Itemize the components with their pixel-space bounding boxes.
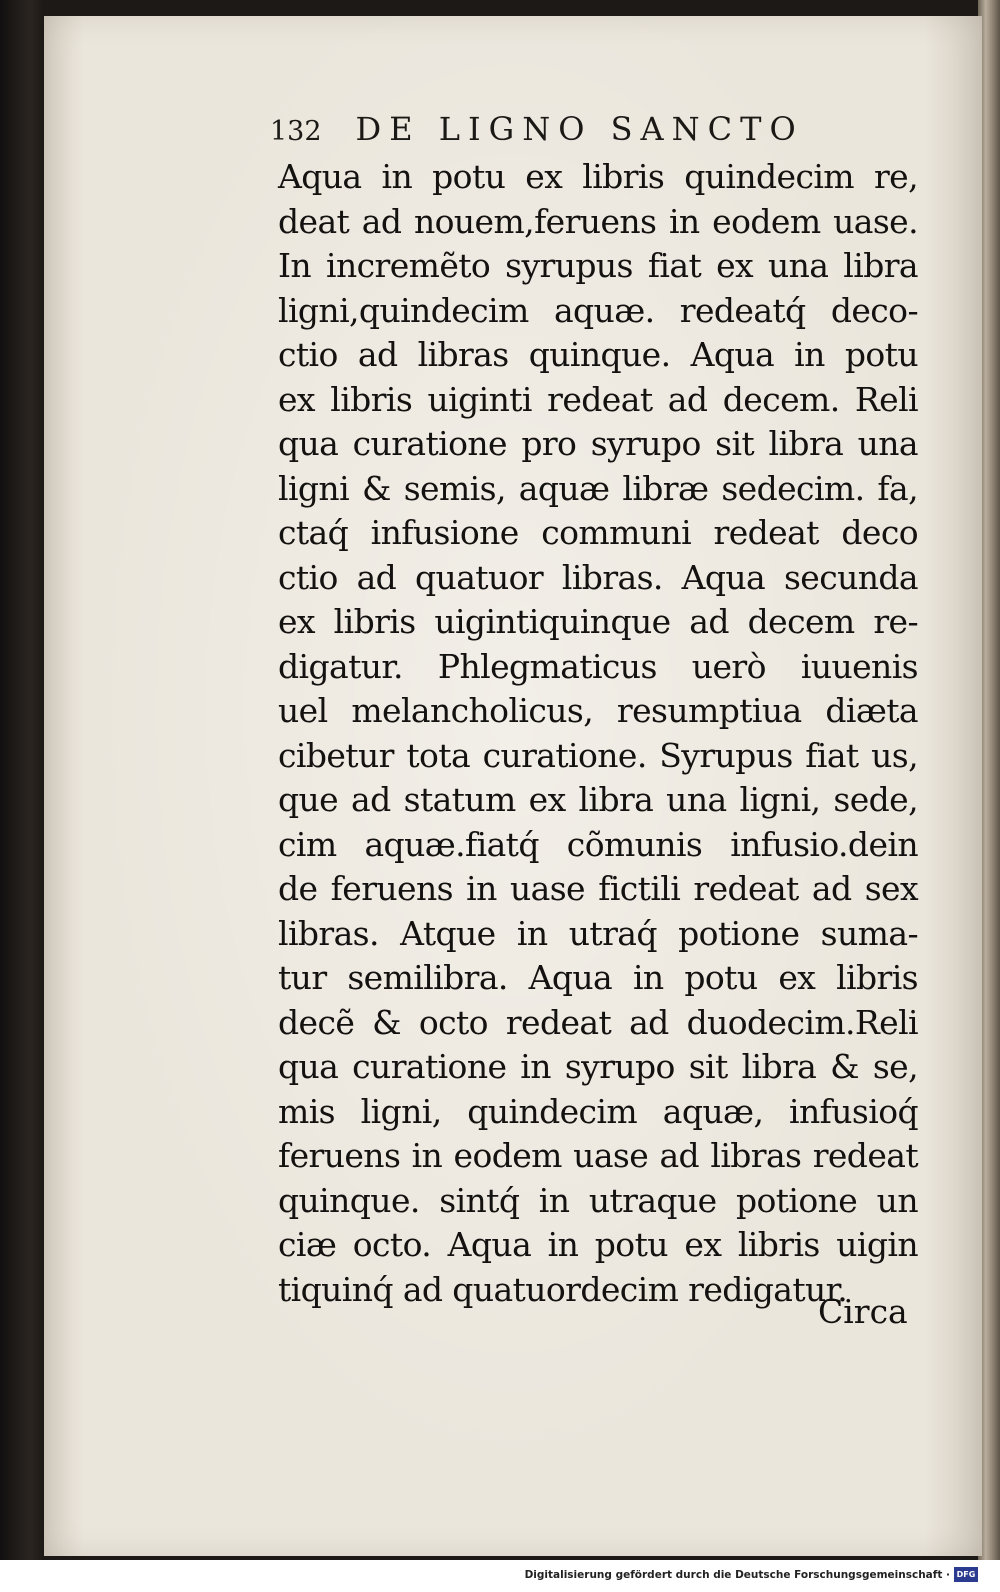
page-header [270,110,830,148]
text-line: ctaq́ infusione communi redeat deco [278,513,918,552]
text-line: ligni,quindecim aquæ. redeatq́ deco- [278,290,918,330]
text-line: ex libris uiginti redeat ad decem. Reli [278,379,918,419]
text-line: libras. Atque in utraq́ potione suma- [278,913,918,953]
dfg-logo: DFG [954,1567,978,1582]
text-line: In incremẽto syrupus fiat ex una libra [278,246,918,285]
text-line: ctio ad quatuor libras. Aqua secunda [278,557,918,597]
text-line: ex libris uigintiquinque ad decem re- [278,602,918,641]
text-line: mis ligni, quindecim aquæ, infusioq́ [278,1091,918,1131]
text-line: cibetur tota curatione. Syrupus fiat us, [278,735,918,775]
text-line: decẽ & octo redeat ad duodecim.Reli [278,1002,918,1042]
text-line: ciæ octo. Aqua in potu ex libris uigin [278,1225,918,1264]
text-line: Aqua in potu ex libris quindecim re, [278,157,918,196]
text-line: cim aquæ.fiatq́ cõmunis infusio.dein [278,824,918,864]
text-line: feruens in eodem uase ad libras redeat [278,1136,918,1175]
text-line: digatur. Phlegmaticus uerò iuuenis [278,646,918,686]
text-line: ctio ad libras quinque. Aqua in potu [278,335,918,374]
running-head: DE LIGNO SANCTO [355,110,804,148]
text-line: qua curatione pro syrupo sit libra una [278,424,918,463]
text-line: deat ad nouem,feruens in eodem uase. [278,201,918,241]
page-number: 132 [270,116,322,147]
text-line: que ad statum ex libra una ligni, sede, [278,780,918,819]
text-line: ligni & semis, aquæ libræ sedecim. fa, [278,468,918,508]
text-line: qua curatione in syrupo sit libra & se, [278,1047,918,1086]
body-text [278,155,918,1312]
footer-bar [0,1560,1000,1592]
catchword: Circa [818,1292,908,1331]
text-line: tur semilibra. Aqua in potu ex libris [278,958,918,997]
text-line: quinque. sintq́ in utraque potione un [278,1180,918,1220]
text-line: de feruens in uase fictili redeat ad sex [278,869,918,908]
text-line: uel melancholicus, resumptiua diæta [278,691,918,730]
funding-credit: Digitalisierung gefördert durch die Deutsche Forschungsgemeinschaft · [524,1569,950,1581]
text-line: tiquinq́ ad quatuordecim redigatur. [278,1269,848,1309]
